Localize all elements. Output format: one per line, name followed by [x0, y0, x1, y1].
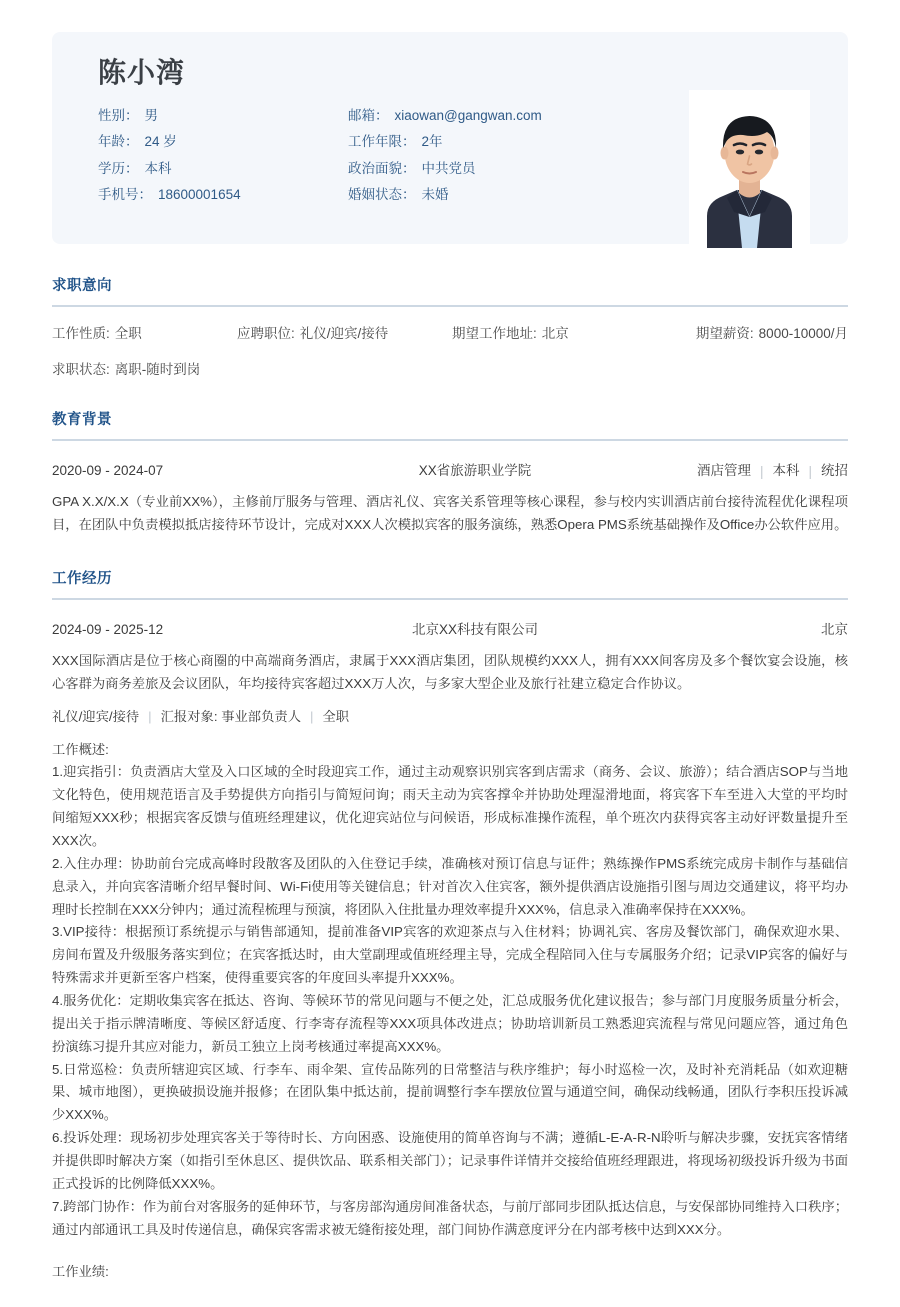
education-tags [598, 459, 848, 479]
education-tag-major: 酒店管理 [696, 463, 751, 479]
job-field-salary [637, 325, 848, 343]
job-field-location [452, 325, 637, 343]
job-field-salary-label: 期望薪资: [695, 326, 754, 341]
section-divider [52, 598, 848, 600]
profile-field-age-value: 24 岁 [144, 134, 177, 150]
photo-portrait-icon [689, 90, 810, 248]
job-field-status [52, 361, 848, 379]
work-meta-nature: 全职 [322, 708, 350, 724]
profile-field-age-label: 年龄： [98, 134, 139, 150]
section-job-intention [52, 274, 848, 378]
job-field-location-label: 期望工作地址: [452, 326, 537, 341]
profile-field-age [98, 133, 348, 151]
work-overview-label: 工作概述: [52, 741, 109, 757]
section-work-experience [52, 567, 848, 1284]
education-description: GPA X.X/X.X（专业前XX%），主修前厅服务与管理、酒店礼仪、宾客关系管理等核心课程，参与校内实训酒店前台接待流程优化课程项目，在团队中负责模拟抵店接待环节设计，完成对XXX人次模拟宾客的服务演练，熟悉Opera PMS系统基础操作及Office办公软件应用。 [52, 494, 848, 532]
work-duty-7: 7.跨部门协作：作为前台对客服务的延伸环节，与客房部沟通房间准备状态，与前厅部同步团队抵达信息，与安保部协同维持入口秩序；通过内部通讯工具及时传递信息，确保宾客需求被无缝衔接处理，部门间协作满意度评分在内部考核中达到XXX分。 [52, 1198, 848, 1237]
job-field-status-value: 离职-随时到岗 [114, 361, 201, 377]
job-field-position-label: 应聘职位: [237, 326, 295, 341]
profile-field-gender-label: 性别： [98, 107, 139, 123]
work-meta-row [52, 706, 848, 725]
candidate-photo [689, 90, 810, 248]
work-duty-1: 1.迎宾指引：负责酒店大堂及入口区域的全时段迎宾工作，通过主动观察识别宾客到店需求（商务、会议、旅游）；结合酒店SOP与当地文化特色，使用规范语言及手势提供方向指引与简短问询；雨天主动为宾客撑伞并协助处理湿滑地面，将宾客下车至进入大堂的平均时间缩短XXX秒；根据宾客反馈与值班经理建议，优化迎宾站位与问候语，形成标准操作流程，单个班次内获得宾客主动好评数量提升至XXX次。 [52, 764, 848, 848]
section-divider [52, 305, 848, 307]
tag-separator-icon: | [759, 464, 764, 480]
work-company-name: 北京XX科技有限公司 [411, 621, 538, 637]
section-education [52, 408, 848, 537]
profile-field-gender [98, 107, 348, 125]
education-entry-header [52, 459, 848, 479]
paragraph-spacer [52, 1241, 848, 1261]
section-title-job-intention: 求职意向 [52, 278, 112, 294]
work-meta-position: 礼仪/迎宾/接待 [52, 708, 140, 724]
profile-header-card [52, 32, 848, 244]
profile-field-degree-value: 本科 [144, 160, 172, 176]
job-field-salary-value: 8000-10000/月 [758, 326, 848, 341]
job-field-nature [52, 325, 237, 343]
profile-field-phone-label: 手机号： [98, 187, 152, 203]
profile-field-political [348, 160, 658, 178]
work-company-description: XXX国际酒店是位于核心商圈的中高端商务酒店，隶属于XXX酒店集团，团队规模约XXX人，拥有XXX间客房及多个餐饮宴会设施，核心客群为商务差旅及会议团队，年均接待宾客超过XXX万人次，与多家大型企业及旅行社建立稳定合作协议。 [52, 652, 848, 691]
job-field-nature-label: 工作性质: [52, 326, 110, 341]
work-location: 北京 [821, 621, 848, 637]
meta-separator-icon: | [310, 708, 314, 724]
work-entry-header [52, 618, 848, 638]
meta-separator-icon: | [148, 708, 152, 724]
section-divider [52, 439, 848, 441]
job-field-position [237, 325, 452, 343]
work-achievements-label: 工作业绩: [52, 1264, 109, 1280]
work-duty-6: 6.投诉处理：现场初步处理宾客关于等待时长、方向困惑、设施使用的简单咨询与不满；遵循L-E-A-R-N聆听与解决步骤，安抚宾客情绪并提供即时解决方案（如指引至休息区、提供饮品、联系相关部门）；记录事件详情并交接给值班经理跟进，将现场初级投诉升级为书面正式投诉的比例降低XXX%。 [52, 1130, 848, 1191]
education-tag-degree: 本科 [772, 463, 800, 479]
tag-separator-icon: | [808, 464, 812, 480]
profile-field-email-label: 邮箱： [348, 107, 389, 123]
job-field-nature-value: 全职 [114, 326, 142, 341]
resume-page [0, 32, 900, 1284]
work-date-range: 2024-09 - 2025-12 [52, 621, 164, 637]
candidate-name: 陈小湾 [98, 57, 186, 88]
profile-field-email-value: xiaowan@gangwan.com [394, 107, 542, 123]
profile-field-experience-value: 2年 [421, 134, 443, 150]
section-title-education: 教育背景 [52, 412, 112, 429]
profile-field-phone-value: 18600001654 [158, 187, 241, 203]
profile-field-degree [98, 160, 348, 178]
profile-field-degree-label: 学历： [98, 160, 139, 176]
profile-field-political-value: 中共党员 [421, 160, 476, 176]
profile-field-experience [348, 133, 658, 151]
profile-field-phone [98, 186, 348, 204]
job-field-position-value: 礼仪/迎宾/接待 [299, 326, 389, 341]
work-duty-4: 4.服务优化：定期收集宾客在抵达、咨询、等候环节的常见问题与不便之处，汇总成服务优化建议报告；参与部门月度服务质量分析会，提出关于指示牌清晰度、等候区舒适度、行李寄存流程等XXX项具体改进点；协助培训新员工熟悉迎宾流程与常见问题应答，通过角色扮演练习提升其应对能力，新员工独立上岗考核通过率提高XXX%。 [52, 992, 848, 1054]
work-duty-3: 3.VIP接待：根据预订系统提示与销售部通知，提前准备VIP宾客的欢迎茶点与入住材料；协调礼宾、客房及餐饮部门，确保欢迎水果、房间布置及升级服务落实到位；在宾客抵达时，由大堂副理或值班经理主导，完成全程陪同入住与专属服务介绍；记录VIP宾客的偏好与特殊需求并更新至客户档案，使得重要宾客的年度回头率提升XXX%。 [52, 924, 848, 986]
work-duty-5: 5.日常巡检：负责所辖迎宾区域、行李车、雨伞架、宣传品陈列的日常整洁与秩序维护；每小时巡检一次，及时补充消耗品（如欢迎糖果、城市地图），更换破损设施并报修；在团队集中抵达前，提前调整行李车摆放位置与通道空间，确保动线畅通，团队行李积压投诉减少XXX%。 [52, 1061, 848, 1123]
job-field-location-value: 北京 [541, 326, 569, 341]
profile-field-political-label: 政治面貌： [348, 160, 416, 176]
profile-field-marital-value: 未婚 [421, 187, 449, 203]
profile-field-marital-label: 婚姻状态： [348, 187, 416, 203]
section-title-work-experience: 工作经历 [52, 570, 112, 587]
education-date-range: 2020-09 - 2024-07 [52, 463, 164, 479]
profile-field-email [348, 107, 658, 125]
profile-field-gender-value: 男 [144, 107, 158, 123]
work-meta-report-to: 汇报对象: 事业部负责人 [160, 708, 301, 724]
job-field-status-label: 求职状态: [52, 361, 110, 377]
education-school-name: XX省旅游职业学院 [418, 463, 532, 479]
profile-field-experience-label: 工作年限： [348, 134, 416, 150]
profile-field-marital [348, 186, 658, 204]
profile-info-grid [98, 107, 658, 204]
job-intention-row-1 [52, 325, 848, 343]
education-tag-admission: 统招 [821, 463, 848, 479]
work-duty-2: 2.入住办理：协助前台完成高峰时段散客及团队的入住登记手续，准确核对预订信息与证件；熟练操作PMS系统完成房卡制作与基础信息录入，并向宾客清晰介绍早餐时间、Wi-Fi使用等关键信息；针对首次入住宾客，额外提供酒店设施指引图与周边交通建议，将平均办理时长控制在XXX分钟内；通过流程梳理与预演，将团队入住批量办理效率提升XXX%，信息录入准确率保持在XXX%。 [52, 855, 848, 917]
